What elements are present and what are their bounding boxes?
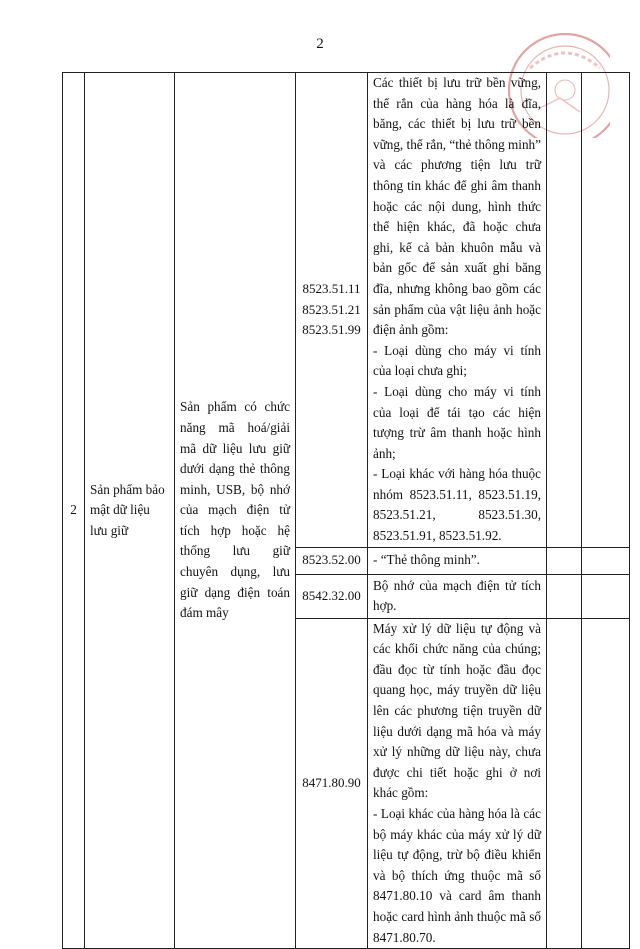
- hs-description: - Loại khác với hàng hóa thuộc nhóm 8523.51.11, 8523.51.19, 8523.51.21, 8523.51.30, 8523.51.91, 8523.51.92.: [373, 466, 541, 544]
- empty-cell: [582, 73, 630, 548]
- hs-description: - Loại khác của hàng hóa là các bộ máy khác của máy xử lý dữ liệu tự động, trừ bộ điều khiển và bộ thích ứng thuộc mã số 8471.80.10 và card âm thanh hoặc card hình ảnh thuộc mã số 8471.80.70.: [373, 806, 541, 945]
- hs-description: Bộ nhớ của mạch điện tử tích hợp.: [373, 577, 541, 614]
- row-number: 2: [63, 73, 85, 949]
- hs-code: 8471.80.90: [302, 775, 361, 791]
- empty-cell: [547, 618, 582, 949]
- empty-cell: [582, 547, 630, 574]
- empty-cell: [547, 547, 582, 574]
- hs-codes-cell: [296, 618, 368, 949]
- hs-code: 8523.51.99: [302, 322, 361, 338]
- hs-description-cell: [368, 574, 547, 618]
- product-name: Sản phẩm bảo mật dữ liệu lưu giữ: [85, 73, 175, 949]
- empty-cell: [582, 574, 630, 618]
- hs-codes-cell: [296, 574, 368, 618]
- hs-description: Máy xử lý dữ liệu tự động và các khối chức năng của chúng; đầu đọc từ tính hoặc đầu đọc quang học, máy truyền dữ liệu lên các phương tiện truyền dữ liệu dưới dạng mã hóa và máy xử lý những dữ liệu này, chưa được chi tiết hoặc ghi ở nơi khác gồm:: [373, 620, 541, 801]
- empty-cell: [547, 73, 582, 548]
- hs-description-cell: [368, 547, 547, 574]
- page-number: 2: [316, 36, 324, 52]
- hs-description-cell: [368, 73, 547, 548]
- hs-code: 8542.32.00: [302, 587, 361, 603]
- hs-description: - Loại dùng cho máy vi tính của loại chưa ghi;: [373, 342, 541, 379]
- hs-code: 8523.51.11: [302, 280, 361, 296]
- hs-description: - Loại dùng cho máy vi tính của loại để tái tạo các hiện tượng trừ âm thanh hoặc hình ảnh;: [373, 383, 541, 461]
- hs-description: - “Thẻ thông minh”.: [373, 552, 480, 568]
- hs-codes-cell: [296, 547, 368, 574]
- hs-codes-cell: [296, 73, 368, 548]
- empty-cell: [582, 618, 630, 949]
- hs-code: 8523.51.21: [302, 301, 361, 317]
- hs-code: 8523.52.00: [302, 552, 361, 568]
- product-description: Sản phẩm có chức năng mã hoá/giải mã dữ liệu lưu giữ dưới dạng thẻ thông minh, USB, bộ nhớ của mạch điện tử tích hợp hoặc hệ thống lưu giữ chuyên dụng, lưu giữ dạng điện toán đám mây: [175, 73, 296, 949]
- empty-cell: [547, 574, 582, 618]
- hs-description-cell: [368, 618, 547, 949]
- hs-code-table: [62, 72, 630, 949]
- hs-description: Các thiết bị lưu trữ bền vững, thể rắn của hàng hóa là đĩa, băng, các thiết bị lưu trữ bền vững, thể rắn, “thẻ thông minh” và các phương tiện lưu trữ thông tin khác để ghi âm thanh hoặc các nội dung, hình thức thể hiện khác, đã hoặc chưa ghi, kể cả bản khuôn mẫu và bản gốc để sản xuất ghi băng đĩa, nhưng không bao gồm các sản phẩm của vật liệu ảnh hoặc điện ảnh gồm:: [373, 75, 541, 338]
